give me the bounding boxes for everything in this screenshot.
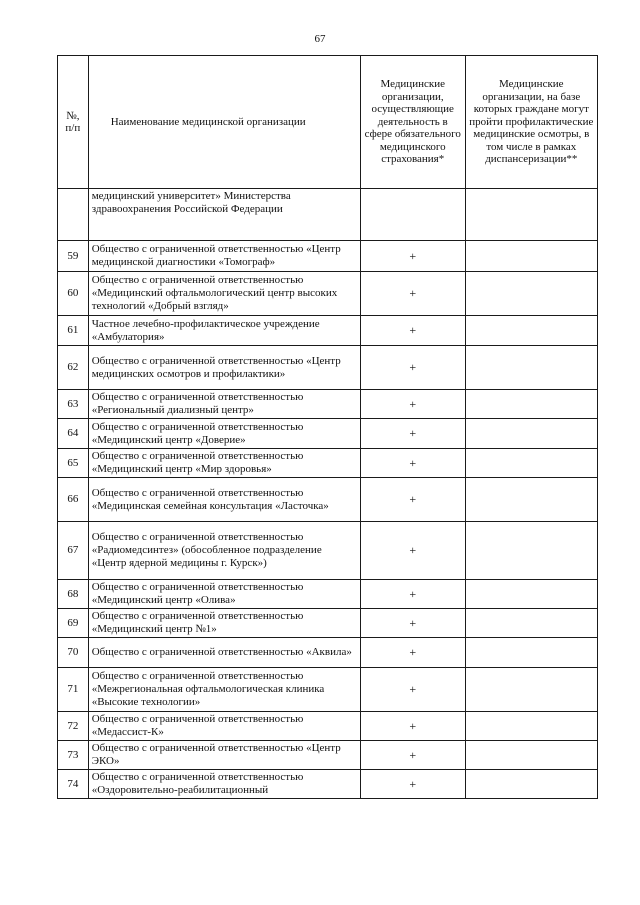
row-dispensary-mark <box>465 770 597 799</box>
row-organization-name: Общество с ограниченной ответственностью «Медицинский центр «Доверие» <box>88 419 360 449</box>
row-number: 74 <box>58 770 89 799</box>
row-dispensary-mark <box>465 609 597 638</box>
table-row <box>58 668 598 712</box>
row-oms-mark: + <box>360 272 465 316</box>
table-row <box>58 580 598 609</box>
row-number: 59 <box>58 241 89 272</box>
row-dispensary-mark <box>465 668 597 712</box>
row-number: 61 <box>58 316 89 346</box>
row-organization-name: Частное лечебно-профилактическое учреждение «Амбулатория» <box>88 316 360 346</box>
row-oms-mark <box>360 189 465 241</box>
row-dispensary-mark <box>465 316 597 346</box>
table-row <box>58 272 598 316</box>
row-dispensary-mark <box>465 272 597 316</box>
row-oms-mark: + <box>360 390 465 419</box>
table-row <box>58 522 598 580</box>
row-organization-name: Общество с ограниченной ответственностью «Медицинский центр №1» <box>88 609 360 638</box>
row-number: 63 <box>58 390 89 419</box>
row-organization-name: Общество с ограниченной ответственностью «Медицинский центр «Олива» <box>88 580 360 609</box>
row-oms-mark: + <box>360 638 465 668</box>
row-oms-mark: + <box>360 522 465 580</box>
row-dispensary-mark <box>465 419 597 449</box>
row-oms-mark: + <box>360 346 465 390</box>
table-row <box>58 419 598 449</box>
row-oms-mark: + <box>360 712 465 741</box>
row-number: 72 <box>58 712 89 741</box>
table-row <box>58 390 598 419</box>
row-oms-mark: + <box>360 241 465 272</box>
page-number: 67 <box>314 33 326 45</box>
row-number: 66 <box>58 478 89 522</box>
row-number: 67 <box>58 522 89 580</box>
row-oms-mark: + <box>360 668 465 712</box>
row-oms-mark: + <box>360 580 465 609</box>
row-dispensary-mark <box>465 712 597 741</box>
row-number: 65 <box>58 449 89 478</box>
table-row <box>58 638 598 668</box>
row-organization-name: Общество с ограниченной ответственностью «Медицинский центр «Мир здоровья» <box>88 449 360 478</box>
table-row <box>58 241 598 272</box>
row-dispensary-mark <box>465 346 597 390</box>
row-dispensary-mark <box>465 241 597 272</box>
table-row <box>58 316 598 346</box>
header-dispensary: Медицинские организации, на базе которых граждане могут пройти профилактические медицинские осмотры, в том числе в рамках диспансеризации** <box>465 56 597 189</box>
row-number: 60 <box>58 272 89 316</box>
table-row <box>58 449 598 478</box>
row-organization-name: Общество с ограниченной ответственностью «Медицинская семейная консультация «Ласточка» <box>88 478 360 522</box>
row-dispensary-mark <box>465 390 597 419</box>
row-oms-mark: + <box>360 741 465 770</box>
row-organization-name: Общество с ограниченной ответственностью «Медассист-К» <box>88 712 360 741</box>
row-organization-name: Общество с ограниченной ответственностью «Медицинский офтальмологический центр высоких технологий «Добрый взгляд» <box>88 272 360 316</box>
table-row <box>58 478 598 522</box>
row-number: 71 <box>58 668 89 712</box>
row-organization-name: Общество с ограниченной ответственностью «Центр медицинской диагностики «Томограф» <box>88 241 360 272</box>
table-row <box>58 770 598 799</box>
row-organization-name: медицинский университет» Министерства здравоохранения Российской Федерации <box>88 189 360 241</box>
row-oms-mark: + <box>360 478 465 522</box>
table-row <box>58 609 598 638</box>
row-dispensary-mark <box>465 741 597 770</box>
header-number: №, п/п <box>58 56 89 189</box>
table-row <box>58 346 598 390</box>
row-organization-name: Общество с ограниченной ответственностью «Межрегиональная офтальмологическая клиника «Высокие технологии» <box>88 668 360 712</box>
row-dispensary-mark <box>465 580 597 609</box>
row-number <box>58 189 89 241</box>
row-number: 62 <box>58 346 89 390</box>
row-number: 64 <box>58 419 89 449</box>
header-organization-name: Наименование медицинской организации <box>88 56 360 189</box>
medical-organizations-table <box>57 55 598 799</box>
header-oms: Медицинские организации, осуществляющие деятельность в сфере обязательного медицинского страхования* <box>360 56 465 189</box>
table-body <box>58 189 598 799</box>
row-number: 70 <box>58 638 89 668</box>
table-row <box>58 712 598 741</box>
table-row <box>58 741 598 770</box>
row-oms-mark: + <box>360 449 465 478</box>
table-row <box>58 189 598 241</box>
row-organization-name: Общество с ограниченной ответственностью «Радиомедсинтез» (обособленное подразделение «Центр ядерной медицины г. Курск») <box>88 522 360 580</box>
row-organization-name: Общество с ограниченной ответственностью «Центр ЭКО» <box>88 741 360 770</box>
row-organization-name: Общество с ограниченной ответственностью «Аквила» <box>88 638 360 668</box>
row-organization-name: Общество с ограниченной ответственностью «Региональный диализный центр» <box>88 390 360 419</box>
row-oms-mark: + <box>360 419 465 449</box>
row-dispensary-mark <box>465 449 597 478</box>
row-number: 68 <box>58 580 89 609</box>
row-dispensary-mark <box>465 478 597 522</box>
row-oms-mark: + <box>360 609 465 638</box>
row-dispensary-mark <box>465 522 597 580</box>
row-organization-name: Общество с ограниченной ответственностью «Центр медицинских осмотров и профилактики» <box>88 346 360 390</box>
row-oms-mark: + <box>360 770 465 799</box>
table-header-row <box>58 56 598 189</box>
row-oms-mark: + <box>360 316 465 346</box>
row-dispensary-mark <box>465 189 597 241</box>
row-dispensary-mark <box>465 638 597 668</box>
row-organization-name: Общество с ограниченной ответственностью «Оздоровительно-реабилитационный <box>88 770 360 799</box>
row-number: 69 <box>58 609 89 638</box>
row-number: 73 <box>58 741 89 770</box>
